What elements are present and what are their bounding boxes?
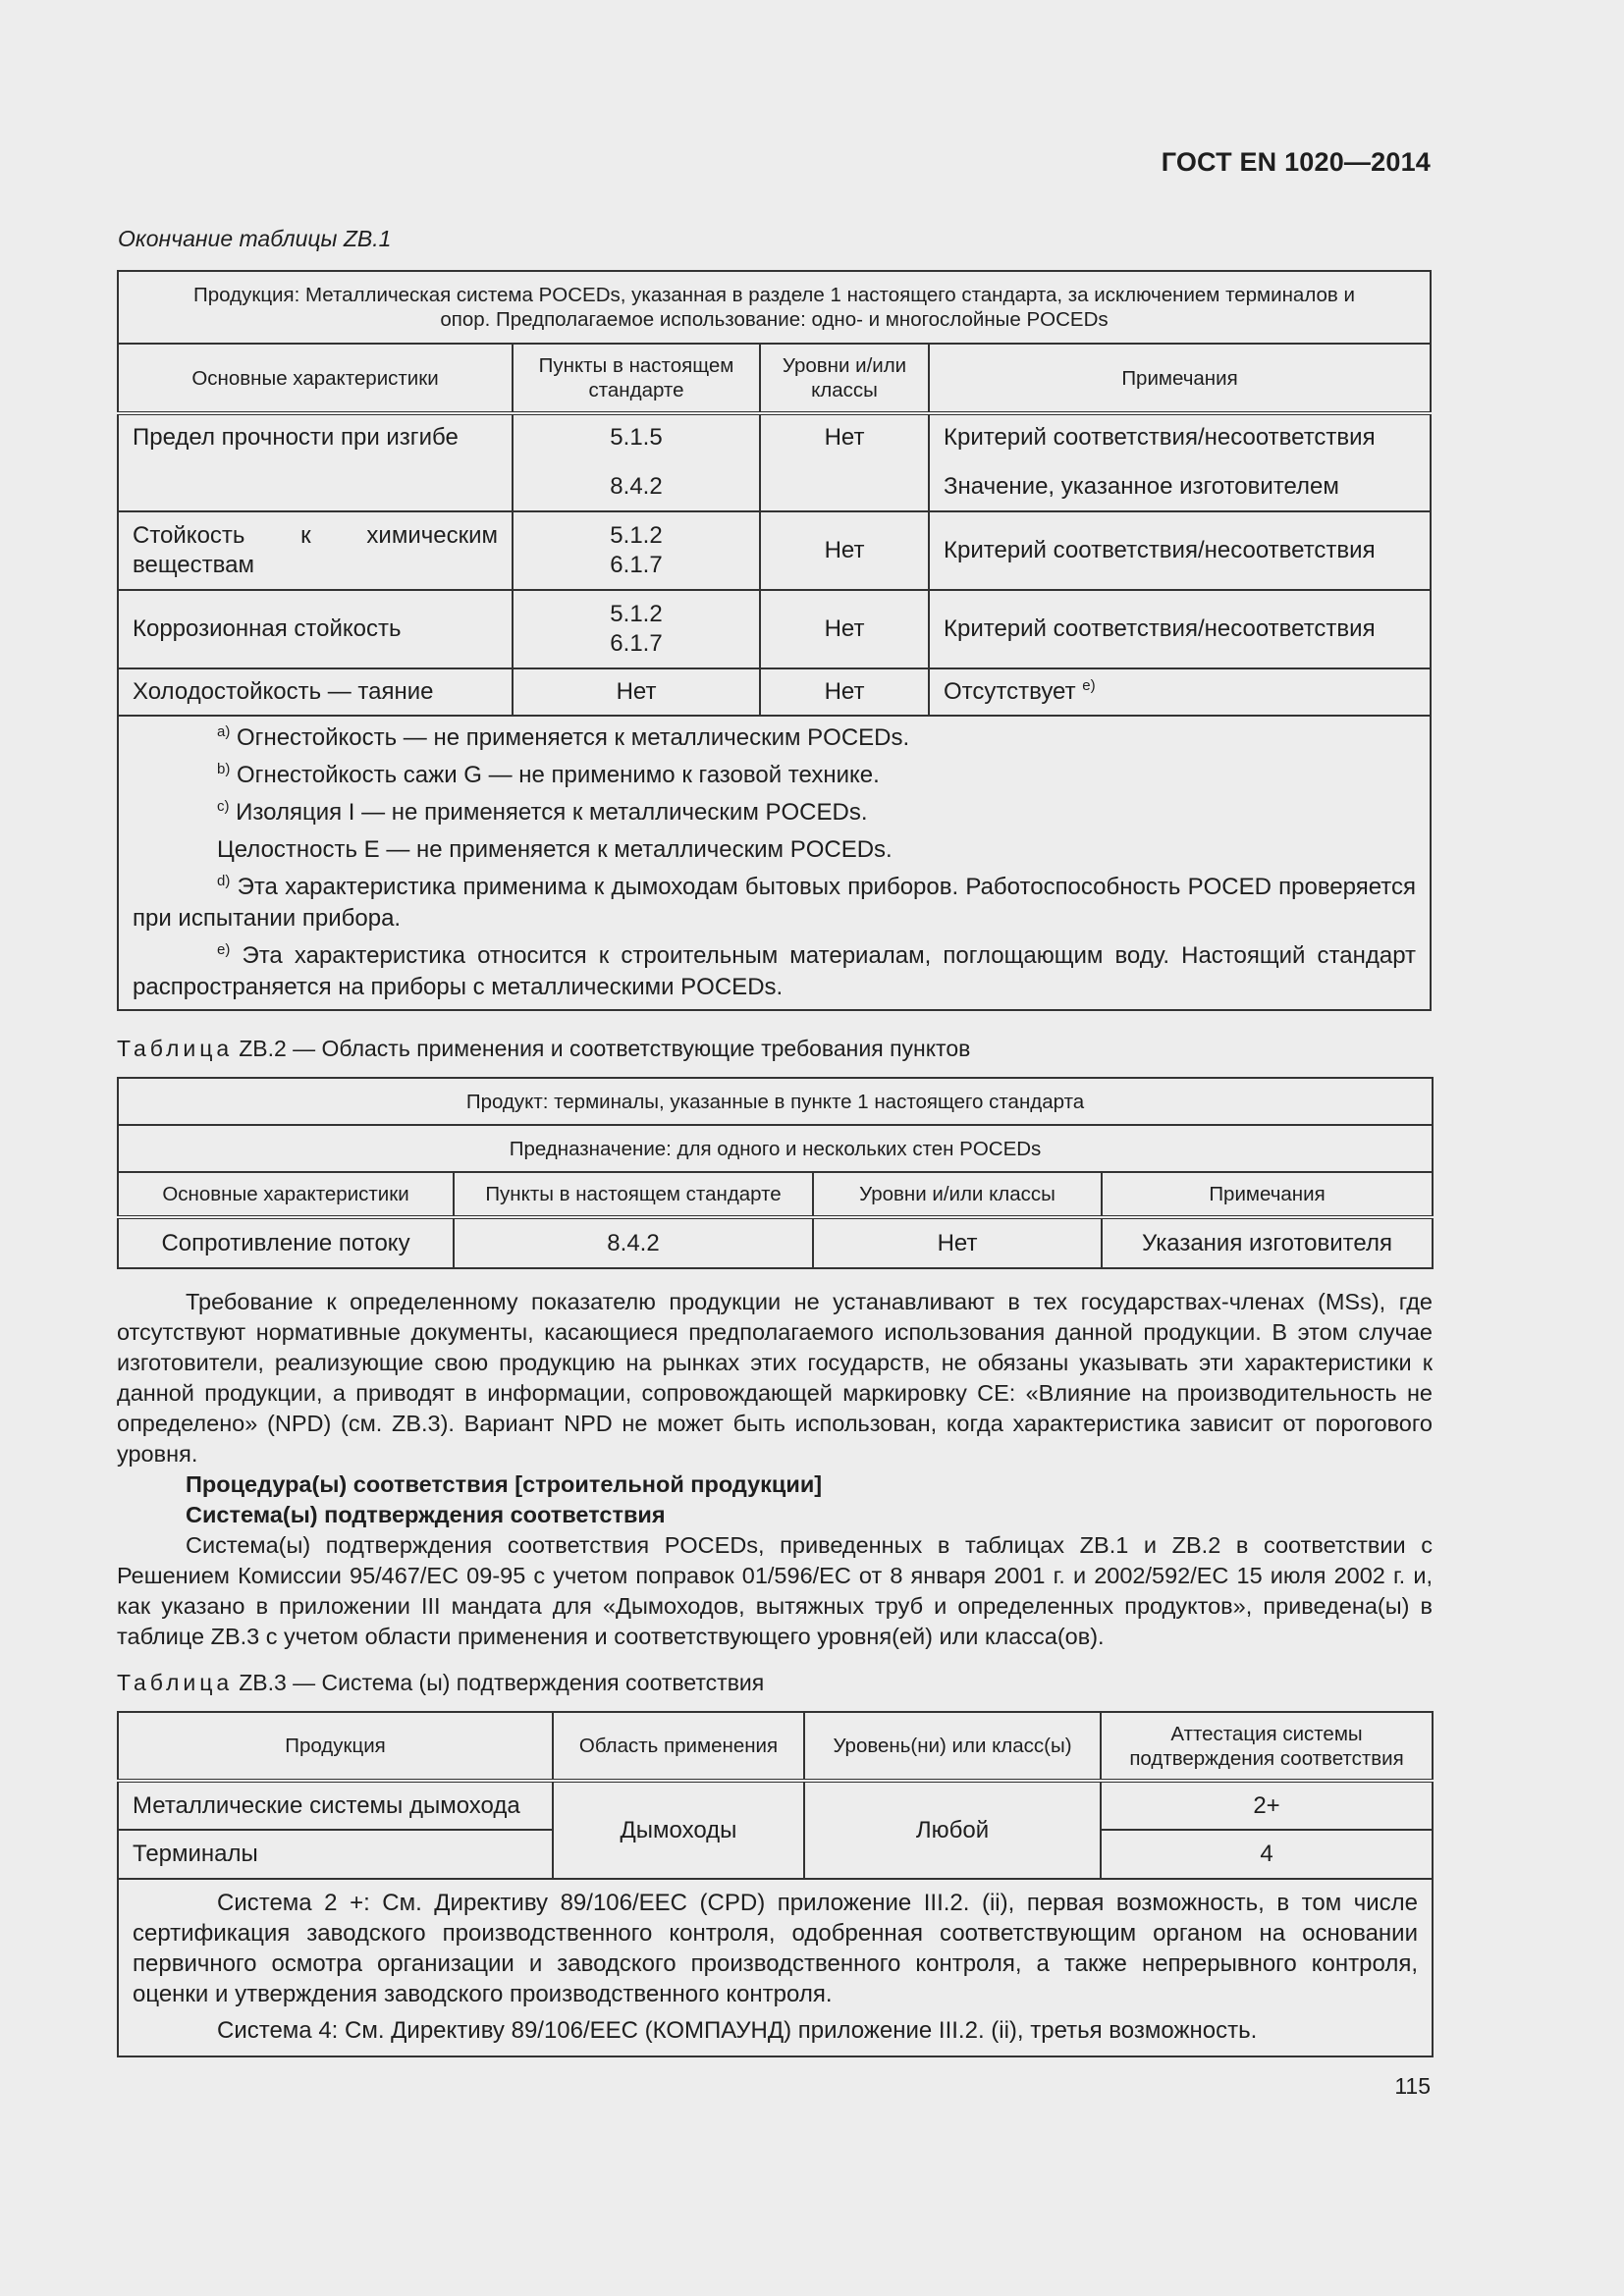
characteristic-cell: Холодостойкость — таяние (118, 668, 513, 716)
table-note: Система 4: См. Директиву 89/106/EEC (КОМПАУНД) приложение III.2. (ii), третья возможность. (217, 2017, 1258, 2044)
footnote-text: Целостность E — не применяется к металлическим POCEDs. (217, 836, 893, 863)
column-header: Уровень(ни) или класс(ы) (804, 1712, 1101, 1781)
footnote-mark: d) (217, 873, 231, 889)
table-zb2 (117, 1077, 1434, 1269)
level-cell: Любой (804, 1781, 1101, 1879)
footnote-text: Эта характеристика относится к строительным материалам, поглощающим воду. Настоящий стандарт распространяется на приборы с металлическими POCEDs. (133, 942, 1417, 1000)
characteristic-cell: Коррозионная стойкость (118, 590, 513, 668)
clause-value: 5.1.2 (610, 601, 663, 627)
document-id: ГОСТ EN 1020—2014 (1161, 147, 1431, 177)
clause-value: 5.1.5 (610, 424, 663, 451)
table-row (118, 668, 1431, 716)
column-header: Пункты в настоящем стандарте (454, 1172, 813, 1217)
table-zb2-caption (117, 1036, 970, 1062)
clause-cell (513, 511, 760, 590)
note-cell: Указания изготовителя (1102, 1217, 1433, 1268)
footnote-mark: c) (217, 798, 230, 815)
table-zb1-product-line: опор. Предполагаемое использование: одно- и многослойные POCEDs (440, 308, 1109, 331)
clause-cell: 8.4.2 (454, 1217, 813, 1268)
paragraph: Система(ы) подтверждения соответствия POCEDs, приведенных в таблицах ZB.1 и ZB.2 в соответствии с Решением Комиссии 95/467/EC 09-95 с учетом поправок 01/596/EC от 8 января 2001 г. и 2002/592/EC 15 июля 2002 г. и, как указано в приложении III мандата для «Дымоходов, вытяжных труб и определенных продуктов», приведена(ы) в таблице ZB.3 с учетом области применения и соответствующего уровня(ей) или класса(ов). (117, 1532, 1433, 1649)
table-zb3-caption (117, 1670, 764, 1696)
column-header: Примечания (1102, 1172, 1433, 1217)
system-cell: 4 (1101, 1830, 1433, 1879)
level-cell: Нет (813, 1217, 1102, 1268)
footnote-text: Огнестойкость сажи G — не применимо к газовой технике. (237, 762, 880, 788)
footnote-text: Огнестойкость — не применяется к металлическим POCEDs. (237, 724, 910, 751)
footnote (133, 722, 1416, 754)
column-header: Основные характеристики (118, 1172, 454, 1217)
footnote-mark: e) (217, 941, 231, 958)
scope-cell: Дымоходы (553, 1781, 804, 1879)
note-cell (929, 668, 1431, 716)
level-cell: Нет (760, 590, 929, 668)
level-cell: Нет (760, 668, 929, 716)
caption-label: Таблица (117, 1670, 234, 1695)
column-header: Область применения (553, 1712, 804, 1781)
system-cell: 2+ (1101, 1781, 1433, 1830)
footnote-mark: b) (217, 761, 231, 777)
note-value: Отсутствует (944, 678, 1076, 705)
footnote (133, 760, 1416, 791)
column-header: Аттестация системы подтверждения соответствия (1101, 1712, 1433, 1781)
level-cell: Нет (760, 511, 929, 590)
characteristic-cell: Сопротивление потоку (118, 1217, 454, 1268)
table-zb2-purpose: Предназначение: для одного и нескольких стен POCEDs (118, 1125, 1433, 1172)
table-row (118, 590, 1431, 668)
paragraph: Требование к определенному показателю продукции не устанавливают в тех государствах-членах (MSs), где отсутствуют нормативные документы, касающиеся предполагаемого использования данной продукции. В этом случае изготовители, реализующие свою продукцию на рынках этих государств, не обязаны указывать эти характеристики к данной продукции, а приводят в информации, сопровождающей маркировку CE: «Влияние на производительность не определено» (NPD) (см. ZB.3). Вариант NPD не может быть использован, когда характеристика зависит от порогового уровня. (117, 1289, 1433, 1467)
footnote (133, 872, 1416, 934)
clause-cell (513, 413, 760, 511)
clause-cell: Нет (513, 668, 760, 716)
footnote (133, 834, 1416, 866)
table-zb3-notes (118, 1879, 1433, 2056)
caption-text: ZB.3 — Система (ы) подтверждения соответствия (239, 1670, 765, 1695)
clause-value: 8.4.2 (610, 473, 663, 500)
footnote-ref: e) (1082, 677, 1096, 694)
column-header: Основные характеристики (118, 344, 513, 413)
table-zb2-product: Продукт: терминалы, указанные в пункте 1 настоящего стандарта (118, 1078, 1433, 1125)
table-zb1-caption: Окончание таблицы ZB.1 (118, 226, 392, 251)
table-zb1-product (118, 271, 1431, 344)
table-zb3 (117, 1711, 1434, 2057)
column-header: Примечания (929, 344, 1431, 413)
table-row (118, 1781, 1433, 1830)
section-heading: Система(ы) подтверждения соответствия (186, 1502, 666, 1527)
caption-label: Таблица (117, 1036, 234, 1061)
caption-text: ZB.2 — Область применения и соответствующие требования пунктов (239, 1036, 971, 1061)
column-header: Уровни и/или классы (760, 344, 929, 413)
table-note: Система 2 +: См. Директиву 89/106/EEC (CPD) приложение III.2. (ii), первая возможность, в том числе сертификация заводского производственного контроля, одобренная соответствующим органом на основании первичного осмотра организации и заводского производственного контроля, а также непрерывного контроля, оценки и утверждения заводского производственного контроля. (133, 1890, 1418, 2007)
footnote-text: Изоляция I — не применяется к металлическим POCEDs. (236, 799, 868, 826)
clause-value: 6.1.7 (610, 630, 663, 657)
table-row (118, 1217, 1433, 1268)
product-cell: Терминалы (118, 1830, 553, 1879)
footnote-mark: a) (217, 723, 231, 740)
table-row (118, 511, 1431, 590)
footnote-text: Эта характеристика применима к дымоходам бытовых приборов. Работоспособность POCED проверяется при испытании прибора. (133, 874, 1417, 932)
table-zb1-product-line: Продукция: Металлическая система POCEDs, указанная в разделе 1 настоящего стандарта, за исключением терминалов и (193, 284, 1355, 306)
product-cell: Металлические системы дымохода (118, 1781, 553, 1830)
section-heading: Процедура(ы) соответствия [строительной продукции] (186, 1471, 823, 1497)
table-row (118, 413, 1431, 511)
characteristic-cell: Предел прочности при изгибе (118, 413, 513, 511)
note-cell: Критерий соответствия/несоответствия (929, 590, 1431, 668)
table-zb1 (117, 270, 1432, 1011)
clause-value: 5.1.2 (610, 522, 663, 549)
footnote (133, 940, 1416, 1003)
page-number: 115 (1394, 2073, 1431, 2099)
body-text (117, 1287, 1433, 1652)
column-header: Пункты в настоящем стандарте (513, 344, 760, 413)
column-header: Продукция (118, 1712, 553, 1781)
clause-value: 6.1.7 (610, 552, 663, 578)
note-cell: Критерий соответствия/несоответствия (929, 511, 1431, 590)
note-value: Значение, указанное изготовителем (944, 473, 1339, 500)
note-value: Критерий соответствия/несоответствия (944, 424, 1376, 451)
level-cell: Нет (760, 413, 929, 511)
footnote (133, 797, 1416, 828)
note-cell (929, 413, 1431, 511)
clause-cell (513, 590, 760, 668)
column-header: Уровни и/или классы (813, 1172, 1102, 1217)
characteristic-cell: Стойкость к химическим веществам (118, 511, 513, 590)
table-zb1-footnotes (118, 716, 1431, 1010)
